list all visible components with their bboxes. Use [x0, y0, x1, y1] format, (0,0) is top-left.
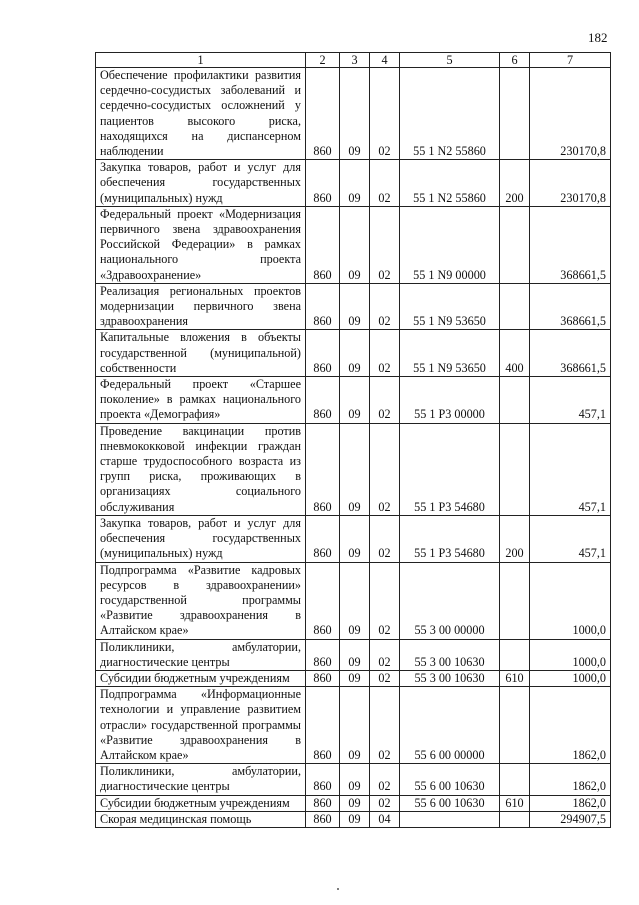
- subsection-code: 02: [370, 206, 400, 283]
- target-article: 55 3 00 10630: [400, 670, 500, 686]
- subsection-code: 04: [370, 811, 400, 827]
- section-code: 09: [340, 160, 370, 207]
- section-code: 09: [340, 811, 370, 827]
- table-row: [96, 687, 611, 764]
- subsection-code: 02: [370, 68, 400, 160]
- expense-type: [500, 562, 530, 639]
- admin-code: 860: [306, 670, 340, 686]
- scan-speck: [337, 888, 339, 890]
- amount: 1862,0: [530, 687, 611, 764]
- row-name: Проведение вакцинации против пневмококковой инфекции граждан старше трудоспособного возраста из групп риска, проживающих в организациях социального обслуживания: [96, 423, 306, 515]
- row-name: Поликлиники, амбулатории, диагностические центры: [96, 639, 306, 670]
- admin-code: 860: [306, 811, 340, 827]
- column-header: 2: [306, 53, 340, 68]
- column-header: 1: [96, 53, 306, 68]
- section-code: 09: [340, 670, 370, 686]
- table-row: [96, 68, 611, 160]
- header-row: [96, 53, 611, 68]
- admin-code: 860: [306, 206, 340, 283]
- row-name: Обеспечение профилактики развития сердечно-сосудистых заболеваний и сердечно-сосудистых осложнений у пациентов высокого риска, находящихся на диспансерном наблюдении: [96, 68, 306, 160]
- expense-type: [500, 423, 530, 515]
- expense-type: [500, 377, 530, 424]
- target-article: 55 1 P3 54680: [400, 423, 500, 515]
- section-code: 09: [340, 639, 370, 670]
- expense-type: [500, 811, 530, 827]
- amount: 294907,5: [530, 811, 611, 827]
- subsection-code: 02: [370, 330, 400, 377]
- table-row: [96, 206, 611, 283]
- amount: 1862,0: [530, 764, 611, 795]
- row-name: Подпрограмма «Развитие кадровых ресурсов в здравоохранении» государственной программы «Развитие здравоохранения в Алтайском крае»: [96, 562, 306, 639]
- expense-type: [500, 639, 530, 670]
- admin-code: 860: [306, 515, 340, 562]
- admin-code: 860: [306, 562, 340, 639]
- admin-code: 860: [306, 764, 340, 795]
- section-code: 09: [340, 764, 370, 795]
- amount: 230170,8: [530, 160, 611, 207]
- table-row: [96, 423, 611, 515]
- admin-code: 860: [306, 795, 340, 811]
- amount: 368661,5: [530, 330, 611, 377]
- target-article: 55 1 N9 53650: [400, 330, 500, 377]
- row-name: Реализация региональных проектов модернизации первичного звена здравоохранения: [96, 283, 306, 330]
- table-row: [96, 562, 611, 639]
- amount: 1862,0: [530, 795, 611, 811]
- target-article: 55 1 N9 53650: [400, 283, 500, 330]
- table-row: [96, 160, 611, 207]
- target-article: 55 6 00 00000: [400, 687, 500, 764]
- row-name: Подпрограмма «Информационные технологии и управление развитием отрасли» государственной программы «Развитие здравоохранения в Алтайском крае»: [96, 687, 306, 764]
- target-article: 55 6 00 10630: [400, 795, 500, 811]
- subsection-code: 02: [370, 639, 400, 670]
- table-row: [96, 330, 611, 377]
- subsection-code: 02: [370, 377, 400, 424]
- subsection-code: 02: [370, 764, 400, 795]
- target-article: 55 1 N2 55860: [400, 68, 500, 160]
- table-row: [96, 515, 611, 562]
- expense-type: [500, 68, 530, 160]
- table-row: [96, 639, 611, 670]
- target-article: 55 6 00 10630: [400, 764, 500, 795]
- table-row: [96, 811, 611, 827]
- row-name: Федеральный проект «Старшее поколение» в рамках национального проекта «Демография»: [96, 377, 306, 424]
- expense-type: 610: [500, 670, 530, 686]
- column-header: 3: [340, 53, 370, 68]
- subsection-code: 02: [370, 562, 400, 639]
- admin-code: 860: [306, 639, 340, 670]
- section-code: 09: [340, 423, 370, 515]
- amount: 457,1: [530, 377, 611, 424]
- page-number: 182: [588, 30, 608, 45]
- budget-table: [95, 52, 611, 828]
- expense-type: 200: [500, 515, 530, 562]
- subsection-code: 02: [370, 160, 400, 207]
- table-row: [96, 764, 611, 795]
- subsection-code: 02: [370, 670, 400, 686]
- expense-type: [500, 764, 530, 795]
- expense-type: 200: [500, 160, 530, 207]
- target-article: [400, 811, 500, 827]
- amount: 230170,8: [530, 68, 611, 160]
- table-body: [96, 68, 611, 828]
- admin-code: 860: [306, 377, 340, 424]
- section-code: 09: [340, 206, 370, 283]
- expense-type: [500, 206, 530, 283]
- expense-type: [500, 283, 530, 330]
- subsection-code: 02: [370, 423, 400, 515]
- target-article: 55 3 00 10630: [400, 639, 500, 670]
- target-article: 55 1 P3 54680: [400, 515, 500, 562]
- table-row: [96, 795, 611, 811]
- row-name: Субсидии бюджетным учреждениям: [96, 670, 306, 686]
- row-name: Закупка товаров, работ и услуг для обеспечения государственных (муниципальных) нужд: [96, 515, 306, 562]
- admin-code: 860: [306, 160, 340, 207]
- column-header: 4: [370, 53, 400, 68]
- row-name: Капитальные вложения в объекты государственной (муниципальной) собственности: [96, 330, 306, 377]
- admin-code: 860: [306, 68, 340, 160]
- row-name: Поликлиники, амбулатории, диагностические центры: [96, 764, 306, 795]
- expense-type: [500, 687, 530, 764]
- row-name: Закупка товаров, работ и услуг для обеспечения государственных (муниципальных) нужд: [96, 160, 306, 207]
- section-code: 09: [340, 687, 370, 764]
- amount: 457,1: [530, 515, 611, 562]
- column-header: 5: [400, 53, 500, 68]
- row-name: Скорая медицинская помощь: [96, 811, 306, 827]
- amount: 368661,5: [530, 283, 611, 330]
- subsection-code: 02: [370, 283, 400, 330]
- amount: 1000,0: [530, 562, 611, 639]
- row-name: Федеральный проект «Модернизация первичного звена здравоохранения Российской Федерации» в рамках национального проекта «Здравоохранение»: [96, 206, 306, 283]
- expense-type: 610: [500, 795, 530, 811]
- section-code: 09: [340, 515, 370, 562]
- admin-code: 860: [306, 687, 340, 764]
- table-row: [96, 377, 611, 424]
- amount: 1000,0: [530, 639, 611, 670]
- section-code: 09: [340, 330, 370, 377]
- amount: 1000,0: [530, 670, 611, 686]
- subsection-code: 02: [370, 795, 400, 811]
- admin-code: 860: [306, 423, 340, 515]
- subsection-code: 02: [370, 687, 400, 764]
- target-article: 55 3 00 00000: [400, 562, 500, 639]
- admin-code: 860: [306, 330, 340, 377]
- section-code: 09: [340, 377, 370, 424]
- expense-type: 400: [500, 330, 530, 377]
- row-name: Субсидии бюджетным учреждениям: [96, 795, 306, 811]
- subsection-code: 02: [370, 515, 400, 562]
- amount: 368661,5: [530, 206, 611, 283]
- target-article: 55 1 P3 00000: [400, 377, 500, 424]
- column-header: 7: [530, 53, 611, 68]
- table-row: [96, 283, 611, 330]
- target-article: 55 1 N9 00000: [400, 206, 500, 283]
- section-code: 09: [340, 562, 370, 639]
- section-code: 09: [340, 283, 370, 330]
- section-code: 09: [340, 68, 370, 160]
- table-row: [96, 670, 611, 686]
- admin-code: 860: [306, 283, 340, 330]
- column-header: 6: [500, 53, 530, 68]
- amount: 457,1: [530, 423, 611, 515]
- target-article: 55 1 N2 55860: [400, 160, 500, 207]
- section-code: 09: [340, 795, 370, 811]
